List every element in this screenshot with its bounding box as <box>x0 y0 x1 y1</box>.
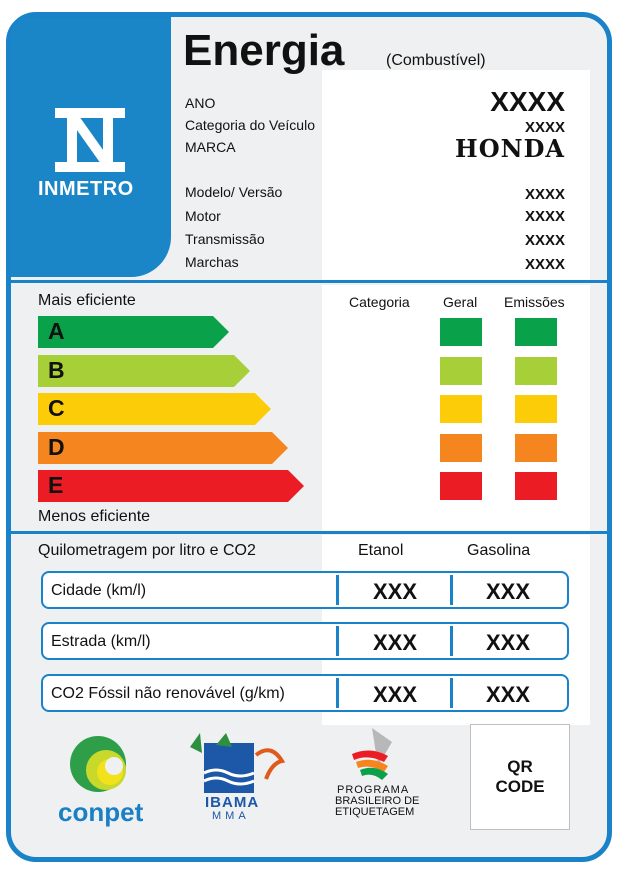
geral-square-c <box>440 395 482 423</box>
class-bar-e <box>38 470 308 507</box>
ibama-logo-icon <box>186 733 288 795</box>
row-co2 <box>41 674 569 712</box>
row-separator <box>450 575 453 605</box>
conpet-logo-icon <box>66 732 136 794</box>
emissoes-square-b <box>515 357 557 385</box>
class-letter: C <box>48 395 65 421</box>
pbe-line: PROGRAMA <box>337 784 410 796</box>
pbe-line: ETIQUETAGEM <box>335 806 415 818</box>
gasolina-value: XXX <box>485 630 531 655</box>
page-subtitle: (Combustível) <box>386 52 486 69</box>
motor-label: Motor <box>185 208 221 224</box>
row-separator <box>336 575 339 605</box>
geral-square-a <box>440 318 482 346</box>
pbe-logo-icon <box>348 728 400 782</box>
emissoes-square-e <box>515 472 557 500</box>
qr-line: CODE <box>495 777 545 796</box>
categoria-value: XXXX <box>524 119 565 136</box>
marchas-value: XXXX <box>524 256 565 273</box>
class-letter: A <box>48 318 65 344</box>
transmissao-value: XXXX <box>524 232 565 249</box>
inmetro-logo-text: INMETRO <box>38 178 134 200</box>
row-estrada <box>41 622 569 660</box>
divider <box>11 531 611 534</box>
pbe-text <box>335 785 419 818</box>
conpet-logo-text: conpet <box>58 797 144 827</box>
mma-text: MMA <box>212 810 250 822</box>
ibama-text: IBAMA <box>205 794 260 811</box>
class-bar-b <box>38 355 254 392</box>
geral-square-b <box>440 357 482 385</box>
transmissao-label: Transmissão <box>185 231 265 247</box>
motor-value: XXXX <box>524 208 565 225</box>
row-label: Cidade (km/l) <box>51 582 147 599</box>
column-emissoes: Emissões <box>504 294 565 310</box>
row-separator <box>336 678 339 708</box>
gasolina-value: XXX <box>485 579 531 604</box>
marca-value: HONDA <box>455 134 565 163</box>
column-gasolina: Gasolina <box>467 542 531 559</box>
etanol-value: XXX <box>372 630 418 655</box>
marca-label: MARCA <box>185 139 236 155</box>
marchas-label: Marchas <box>185 254 239 270</box>
inmetro-logo-icon <box>55 108 125 172</box>
gasolina-value: XXX <box>485 682 531 707</box>
class-bar-a <box>38 316 233 353</box>
row-separator <box>336 626 339 656</box>
page-title: Energia <box>183 26 345 75</box>
etanol-value: XXX <box>372 579 418 604</box>
row-cidade <box>41 571 569 609</box>
emissoes-square-c <box>515 395 557 423</box>
column-categoria: Categoria <box>349 294 410 310</box>
etanol-value: XXX <box>372 682 418 707</box>
categoria-label: Categoria do Veículo <box>185 117 315 133</box>
emissoes-square-d <box>515 434 557 462</box>
qr-code <box>470 724 570 830</box>
ano-value: XXXX <box>490 86 565 117</box>
modelo-value: XXXX <box>524 186 565 203</box>
row-label: CO2 Fóssil não renovável (g/km) <box>51 685 285 702</box>
most-efficient-label: Mais eficiente <box>38 292 136 309</box>
column-geral: Geral <box>443 294 478 310</box>
modelo-label: Modelo/ Versão <box>185 184 283 200</box>
consumption-header: Quilometragem por litro e CO2 <box>38 542 256 559</box>
row-label: Estrada (km/l) <box>51 633 151 650</box>
geral-square-e <box>440 472 482 500</box>
pbe-line: BRASILEIRO DE <box>335 795 420 807</box>
emissoes-square-a <box>515 318 557 346</box>
geral-square-d <box>440 434 482 462</box>
column-etanol: Etanol <box>358 542 404 559</box>
class-letter: D <box>48 434 65 460</box>
class-bar-d <box>38 432 292 469</box>
class-letter: B <box>48 357 65 383</box>
class-letter: E <box>48 472 64 498</box>
row-separator <box>450 678 453 708</box>
qr-line: QR <box>507 757 533 776</box>
divider <box>11 280 611 283</box>
ano-label: ANO <box>185 95 216 111</box>
least-efficient-label: Menos eficiente <box>38 508 151 525</box>
class-bar-c <box>38 393 275 430</box>
row-separator <box>450 626 453 656</box>
